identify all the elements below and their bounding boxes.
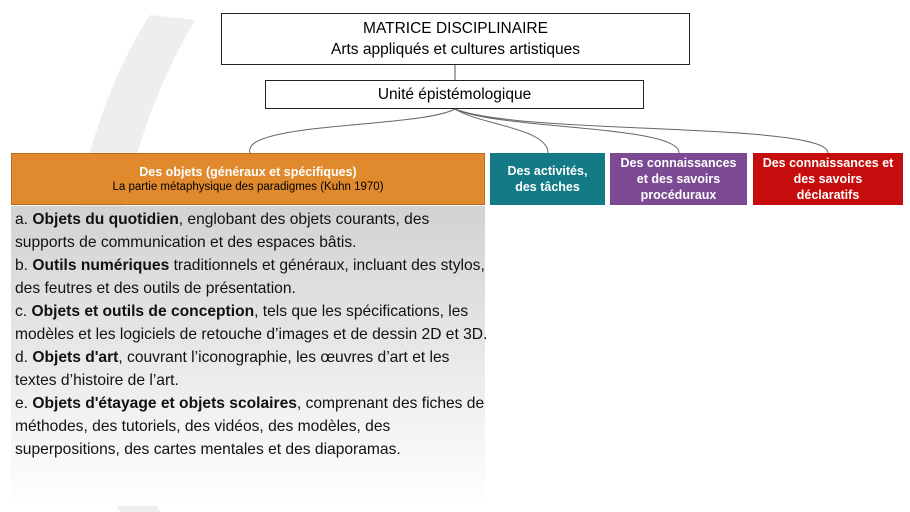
list-item: b. Outils numériques traditionnels et généraux, incluant des stylos, des feutres et des outils de présentation. bbox=[15, 257, 485, 297]
matrix-title-box bbox=[221, 13, 690, 65]
category-declarative-line1: Des connaissances et bbox=[762, 156, 894, 170]
list-item: a. Objets du quotidien, englobant des objets courants, des supports de communication et des espaces bâtis. bbox=[15, 211, 430, 251]
list-item: c. Objets et outils de conception, tels que les spécifications, les modèles et les logiciels de retouche d’images et de dessin 2D et 3D. bbox=[15, 303, 488, 343]
unit-label: Unité épistémologique bbox=[377, 85, 532, 103]
category-declarative-line3: déclaratifs bbox=[796, 188, 860, 202]
connector-unit-declarative bbox=[455, 109, 828, 153]
category-objects bbox=[11, 153, 485, 205]
matrix-title: MATRICE DISCIPLINAIRE bbox=[363, 20, 548, 37]
connector-unit-activities bbox=[455, 109, 548, 153]
category-objects-title: Des objets (généraux et spécifiques) bbox=[139, 165, 357, 179]
category-activities-line2: des tâches bbox=[515, 180, 580, 194]
list-item-term: Objets d'art bbox=[32, 349, 119, 366]
connector-unit-procedural bbox=[455, 109, 679, 153]
list-item-term: Objets du quotidien bbox=[32, 211, 179, 228]
list-item-term: Objets d'étayage et objets scolaires bbox=[32, 395, 297, 412]
epistemological-unit-box bbox=[265, 80, 644, 109]
category-declarative bbox=[753, 153, 903, 205]
connector-unit-objects bbox=[250, 109, 455, 153]
category-procedural-line1: Des connaissances bbox=[620, 156, 737, 170]
matrix-subtitle: Arts appliqués et cultures artistiques bbox=[331, 41, 580, 58]
category-objects-subtitle: La partie métaphysique des paradigmes (Kuhn 1970) bbox=[112, 181, 384, 193]
list-item: e. Objets d'étayage et objets scolaires, comprenant des fiches de méthodes, des tutoriels, des vidéos, des modèles, des superpositions, des cartes mentales et des diaporamas. bbox=[15, 395, 485, 458]
category-activities-line1: Des activités, bbox=[507, 164, 588, 178]
list-item: d. Objets d'art, couvrant l’iconographie, les œuvres d’art et les textes d’histoire de l’art. bbox=[15, 349, 450, 389]
list-item-term: Outils numériques bbox=[32, 257, 170, 274]
category-procedural-line2: et des savoirs bbox=[636, 172, 721, 186]
objects-list bbox=[15, 208, 490, 461]
category-procedural bbox=[610, 153, 747, 205]
category-procedural-line3: procéduraux bbox=[640, 188, 717, 202]
category-activities bbox=[490, 153, 605, 205]
category-declarative-line2: des savoirs bbox=[793, 172, 863, 186]
list-item-term: Objets et outils de conception bbox=[31, 303, 255, 320]
